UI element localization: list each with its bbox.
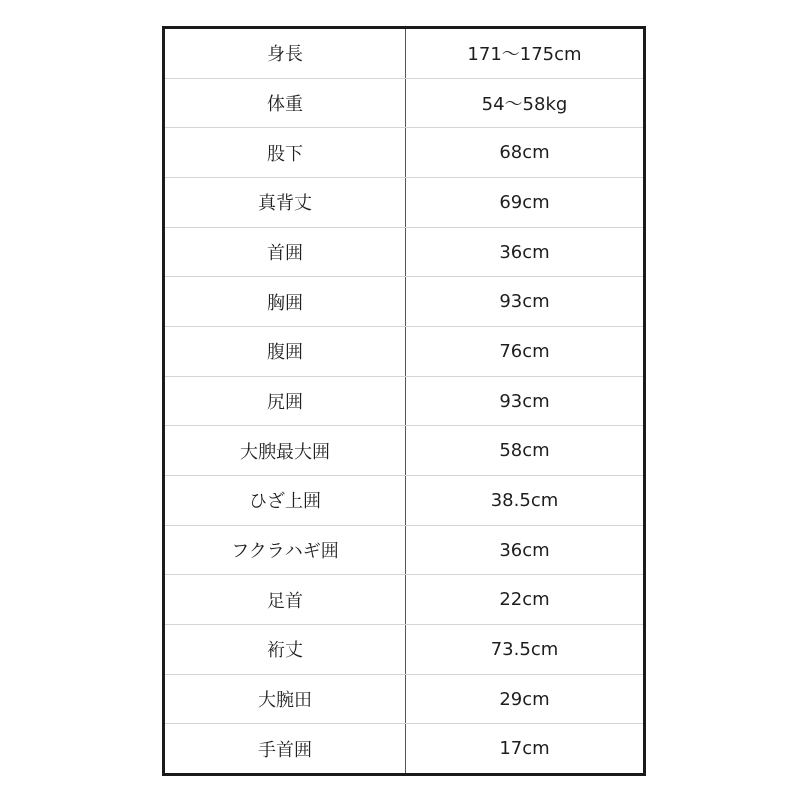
row-value: 36cm xyxy=(499,539,550,561)
row-label: ひざ上囲 xyxy=(165,476,406,525)
row-value: 29cm xyxy=(499,688,550,710)
row-label: 胸囲 xyxy=(165,277,406,326)
row-value: 76cm xyxy=(499,340,550,362)
row-value: 38.5cm xyxy=(490,489,559,511)
row-value: 68cm xyxy=(499,142,550,164)
row-label: 足首 xyxy=(165,575,406,624)
row-label: 裄丈 xyxy=(165,625,406,674)
table-row xyxy=(165,228,643,278)
row-label: 尻囲 xyxy=(165,377,406,426)
table-row xyxy=(165,526,643,576)
table-row xyxy=(165,277,643,327)
row-value: 171〜175cm xyxy=(467,44,582,66)
table-row xyxy=(165,79,643,129)
row-value: 93cm xyxy=(499,291,550,313)
row-value: 58cm xyxy=(499,440,550,462)
table-row xyxy=(165,178,643,228)
row-value: 73.5cm xyxy=(490,638,559,660)
row-label: 大腴最大囲 xyxy=(165,426,406,475)
row-value: 93cm xyxy=(499,390,550,412)
row-label: 真背丈 xyxy=(165,178,406,227)
table-row xyxy=(165,377,643,427)
row-label: 腹囲 xyxy=(165,327,406,376)
table-row xyxy=(165,426,643,476)
row-value: 69cm xyxy=(499,191,550,213)
row-label: 体重 xyxy=(165,79,406,128)
row-value: 22cm xyxy=(499,589,550,611)
row-label: 股下 xyxy=(165,128,406,177)
table-row xyxy=(165,327,643,377)
table-row xyxy=(165,675,643,725)
measurement-table xyxy=(162,26,646,776)
table-row xyxy=(165,625,643,675)
row-value: 36cm xyxy=(499,241,550,263)
row-label: 手首囲 xyxy=(165,724,406,773)
table-row xyxy=(165,476,643,526)
table-row xyxy=(165,724,643,773)
row-label: 大腕田 xyxy=(165,675,406,724)
row-value: 54〜58kg xyxy=(481,94,568,115)
table-row xyxy=(165,29,643,79)
row-value: 17cm xyxy=(499,738,550,760)
row-label: 身長 xyxy=(165,29,406,78)
table-row xyxy=(165,128,643,178)
row-label: 首囲 xyxy=(165,228,406,277)
table-row xyxy=(165,575,643,625)
row-label: フクラハギ囲 xyxy=(165,526,406,575)
